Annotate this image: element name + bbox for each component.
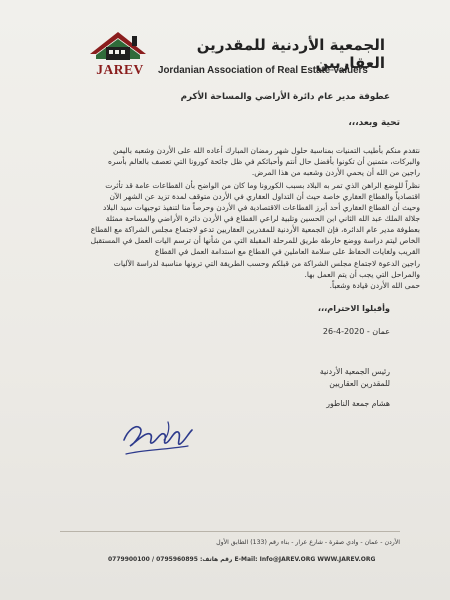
handwritten-signature-icon xyxy=(118,410,198,465)
body-line: نظراً للوضع الراهن الذي تمر به البلاد بسبب الكورونا وما كان من الواضح بأن القطاعات عامة قد تأثرت xyxy=(105,181,420,190)
org-name-arabic: الجمعية الأردنية للمقدرين العقاريين xyxy=(196,36,385,72)
footer-divider xyxy=(60,531,400,532)
body-line: راجين من الله أن يحمي الأردن وشعبه من هذا المرض. xyxy=(251,168,420,177)
signer-title-line2: للمقدرين العقاريين xyxy=(329,379,390,388)
recipient-line: عطوفة مدير عام دائرة الأراضي والمساحة الأكرم xyxy=(180,92,390,102)
body-line: اقتصادياً والقطاع العقاري خاصة حيث أن التداول العقاري في الأردن متوقف لمدة تزيد عن الشهر الآن xyxy=(109,192,420,201)
body-line: نتقدم منكم بأطيب التمنيات بمناسبة حلول شهر رمضان المبارك أعاده الله على الأردن وشعبه باليمن xyxy=(113,146,420,155)
greeting: تحية وبعد،،، xyxy=(348,118,400,128)
body-line: راجين الدعوة لاجتماع مجلس الشراكة من قبلكم وحسب الطريقة التي ترونها مناسبة لدراسة الآليات xyxy=(113,259,420,268)
body-line: حمى الله الأردن قيادة وشعباً. xyxy=(329,281,420,290)
signer-title-line1: رئيس الجمعية الأردنية xyxy=(319,367,390,376)
body-line: الخاص ليتم دراسة ووضع خارطة طريق للمرحلة المقبلة التي من شأنها أن ترسم اليات العمل في المستقبل xyxy=(90,236,420,245)
footer-address: الأردن - عمان - وادي صقرة - شارع عرار - بناء رقم (133) الطابق الأول xyxy=(216,539,400,546)
body-line: القريب ولغايات الحفاظ على سلامة العاملين في القطاع مع استدامة العمل في القطاع xyxy=(154,247,420,256)
body-line: والمراحل التي يجب أن يتم العمل بها. xyxy=(304,270,420,279)
body-line: وحيث أن القطاع العقاري أحد أبرز القطاعات الاقتصادية في الأردن وحرصاً منا لتنفيذ توجيهات سيد البلاد xyxy=(102,203,420,212)
logo-text: JAREV xyxy=(96,62,144,77)
signer-name: هشام جمعة الناطور xyxy=(326,399,390,408)
closing-line: وأقبلوا الاحترام،،، xyxy=(317,303,390,313)
footer-contact: 0779900100 / 0795960895 :رقم هاتف E-Mail: Info@JAREV.ORG WWW.JAREV.ORG xyxy=(108,556,376,563)
body-line: بعطوفة مدير عام الدائرة، فإن الجمعية الأردنية للمقدرين العقاريين تدعو لاجتماع مجلس الشراكة مع القطاع xyxy=(90,225,420,234)
org-name-english: Jordanian Association of Real Estate Valuers xyxy=(158,65,368,76)
body-line: جلالة الملك عبد الله الثاني ابن الحسين وتلبية لراعي القطاع في الأردن دائرة الأراضي والمساحة ممثلة xyxy=(105,214,420,223)
letter-date: عمان - 2020-4-26 xyxy=(322,327,390,336)
body-line: والبركات، متمنين أن تكونوا بأفضل حال أنتم وأحبائكم في ظل جائحة كورونا التي تعصف بالعالم بأسره xyxy=(108,157,420,166)
